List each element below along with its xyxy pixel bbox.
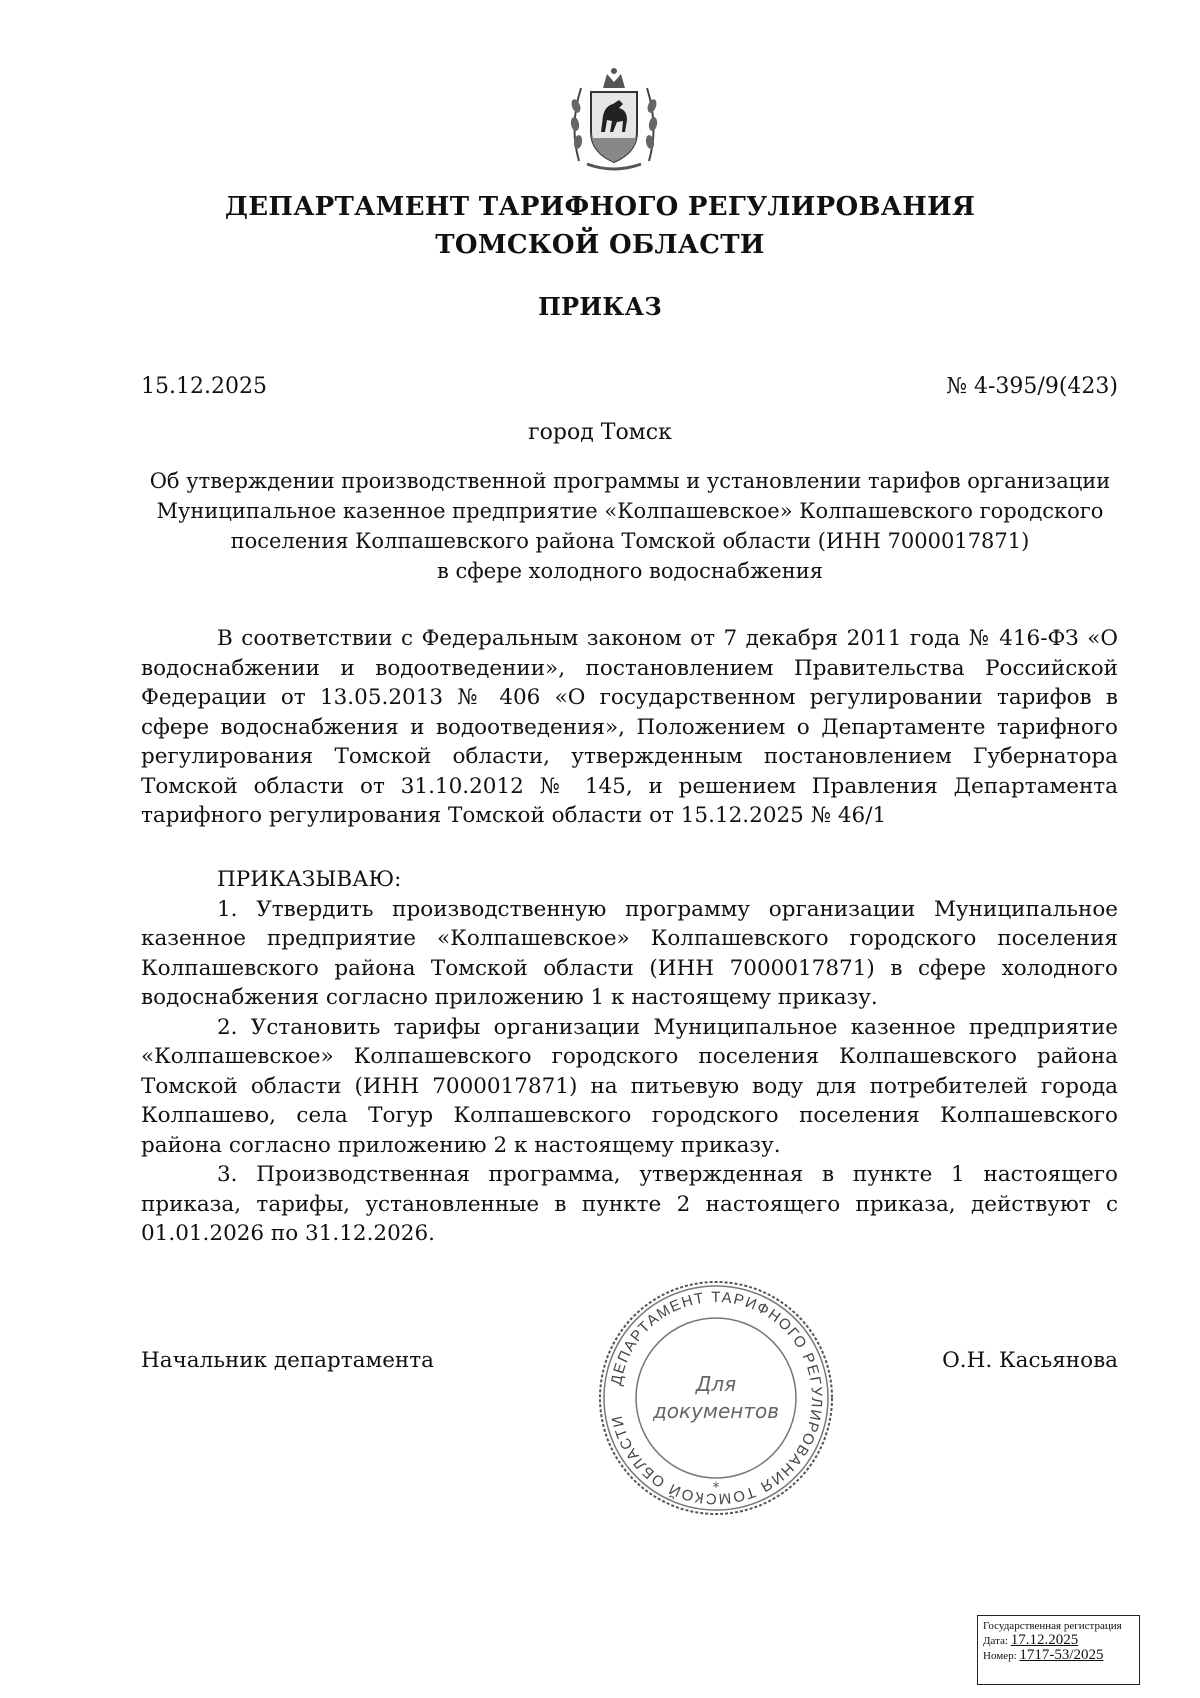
registration-date-label: Дата: — [983, 1635, 1008, 1647]
order-subject — [140, 466, 1120, 586]
order-city: город Томск — [528, 420, 672, 445]
stamp-star: * — [712, 1480, 720, 1496]
state-registration-box — [977, 1615, 1140, 1685]
subject-line: в сфере холодного водоснабжения — [437, 559, 823, 583]
registration-number-value: 1717-53/2025 — [1019, 1647, 1104, 1663]
orders-heading: ПРИКАЗЫВАЮ: — [217, 867, 402, 892]
signer-position: Начальник департамента — [141, 1348, 434, 1373]
signer-name: О.Н. Касьянова — [942, 1348, 1118, 1373]
organization-name-line2: ТОМСКОЙ ОБЛАСТИ — [435, 230, 765, 260]
preamble-paragraph: В соответствии с Федеральным законом от 7 декабря 2011 года № 416-ФЗ «О водоснабжении и водоотведении», постановлением Правительства Российской Федерации от 13.05.2013 № 406 «О государственном регулировании тарифов в сфере водоснабжения и водоотведения», Положением о Департаменте тарифного регулирования Томской области, утвержденным постановлением Губернатора Томской области от 31.10.2012 № 145, и решением Правления Департамента тарифного регулирования Томской области от 15.12.2025 № 46/1 — [141, 626, 1118, 828]
order-item-1: 1. Утвердить производственную программу организации Муниципальное казенное предприятие «Колпашевское» Колпашевского городского поселения Колпашевского района Томской области (ИНН 7000017871) в сфере холодного водоснабжения согласно приложению 1 к настоящему приказу. — [141, 896, 1118, 1010]
subject-line: Об утверждении производственной программы и установлении тарифов организации — [149, 469, 1111, 493]
stamp-center-line2: документов — [652, 1399, 780, 1423]
stamp-center-line1: Для — [695, 1372, 737, 1396]
order-item-3: 3. Производственная программа, утвержденная в пункте 1 настоящего приказа, тарифы, установленные в пункте 2 настоящего приказа, действуют с 01.01.2026 по 31.12.2026. — [141, 1162, 1118, 1246]
document-type-title: ПРИКАЗ — [538, 292, 662, 321]
order-item-2: 2. Установить тарифы организации Муниципальное казенное предприятие «Колпашевское» Колпашевского городского поселения Колпашевского района Томской области (ИНН 7000017871) на питьевую воду для потребителей города Колпашево, села Тогур Колпашевского городского поселения Колпашевского района согласно приложению 2 к настоящему приказу. — [141, 1014, 1118, 1158]
organization-name-line1: ДЕПАРТАМЕНТ ТАРИФНОГО РЕГУЛИРОВАНИЯ — [224, 192, 976, 222]
orders-section — [141, 865, 1118, 1249]
stamp-ring-text: ДЕПАРТАМЕНТ ТАРИФНОГО РЕГУЛИРОВАНИЯ ТОМСКОЙ ОБЛАСТИ — [607, 1288, 826, 1508]
registration-number-label: Номер: — [983, 1650, 1017, 1662]
registration-date-value: 17.12.2025 — [1010, 1632, 1079, 1648]
registration-label: Государственная регистрация — [983, 1620, 1122, 1632]
tomsk-region-coat-of-arms-icon — [567, 66, 661, 174]
order-number: № 4-395/9(423) — [946, 374, 1118, 399]
subject-line: поселения Колпашевского района Томской области (ИНН 7000017871) — [230, 529, 1030, 553]
order-date: 15.12.2025 — [141, 374, 267, 399]
official-stamp — [596, 1278, 836, 1518]
subject-line: Муниципальное казенное предприятие «Колпашевское» Колпашевского городского — [156, 499, 1104, 523]
